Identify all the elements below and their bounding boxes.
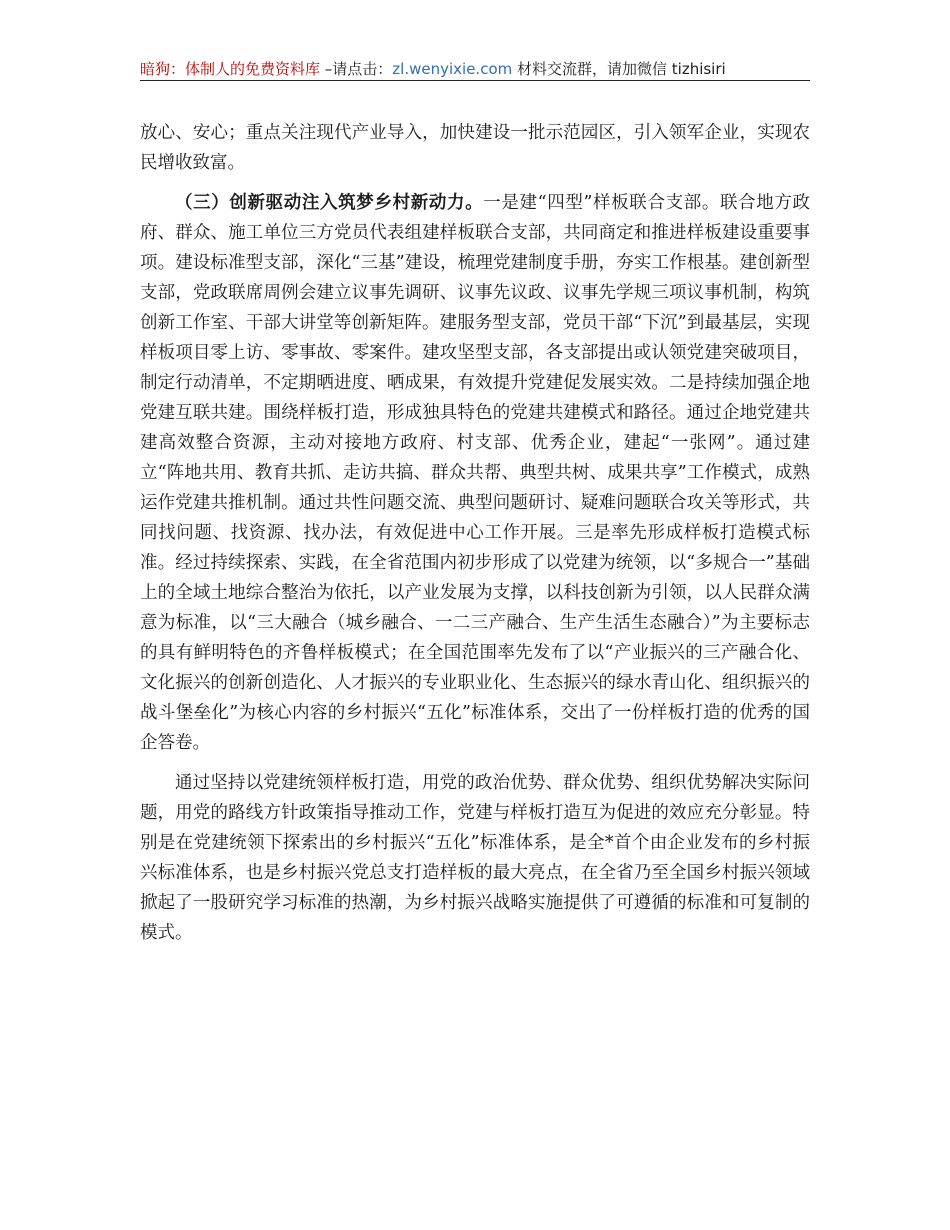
- header-url-link[interactable]: zl.wenyixie.com: [392, 60, 513, 78]
- document-body: [140, 118, 810, 958]
- section-body: 一是建“四型”样板联合支部。联合地方政府、群众、施工单位三方党员代表组建样板联合支部，共同商定和推进样板建设重要事项。建设标准型支部，深化“三基”建设，梳理党建制度手册，夯实工作根基。建创新型支部，党政联席周例会建立议事先调研、议事先议政、议事先学规三项议事机制，构筑创新工作室、干部大讲堂等创新矩阵。建服务型支部，党员干部“下沉”到最基层，实现样板项目零上访、零事故、零案件。建攻坚型支部，各支部提出或认领党建突破项目，制定行动清单，不定期晒进度、晒成果，有效提升党建促发展实效。二是持续加强企地党建互联共建。围绕样板打造，形成独具特色的党建共建模式和路径。通过企地党建共建高效整合资源，主动对接地方政府、村支部、优秀企业，建起“一张网”。通过建立“阵地共用、教育共抓、走访共搞、群众共帮、典型共树、成果共享”工作模式，成熟运作党建共推机制。通过共性问题交流、典型问题研讨、疑难问题联合攻关等形式，共同找问题、找资源、找办法，有效促进中心工作开展。三是率先形成样板打造模式标准。经过持续探索、实践，在全省范围内初步形成了以党建为统领，以“多规合一”基础上的全域土地综合整治为依托，以产业发展为支撑，以科技创新为引领，以人民群众满意为标准，以“三大融合（城乡融合、一二三产融合、生产生活生态融合）”为主要标志的具有鲜明特色的齐鲁样板模式；在全国范围率先发布了以“产业振兴的三产融合化、文化振兴的创新创造化、人才振兴的专业职业化、生态振兴的绿水青山化、组织振兴的战斗堡垒化”为核心内容的乡村振兴“五化”标准体系，交出了一份样板打造的优秀的国企答卷。: [140, 193, 810, 753]
- header-divider: [140, 80, 810, 81]
- paragraph-continuation: 放心、安心；重点关注现代产业导入，加快建设一批示范园区，引入领军企业，实现农民增收致富。: [140, 123, 810, 173]
- header-click-prompt: –请点击：: [320, 60, 393, 78]
- header-group-text: 材料交流群，请加微信 tizhisiri: [512, 60, 726, 78]
- header-brand: 暗狗：体制人的免费资料库: [140, 60, 321, 78]
- section-heading: （三）创新驱动注入筑梦乡村新动力。: [175, 193, 484, 213]
- page-header: [140, 58, 810, 80]
- paragraph-section-three: [140, 188, 810, 758]
- paragraph-summary: 通过坚持以党建统领样板打造，用党的政治优势、群众优势、组织优势解决实际问题，用党的路线方针政策指导推动工作，党建与样板打造互为促进的效应充分彰显。特别是在党建统领下探索出的乡村振兴“五化”标准体系，是全*首个由企业发布的乡村振兴标准体系，也是乡村振兴党总支打造样板的最大亮点，在全省乃至全国乡村振兴领域掀起了一股研究学习标准的热潮，为乡村振兴战略实施提供了可遵循的标准和可复制的模式。: [140, 773, 810, 943]
